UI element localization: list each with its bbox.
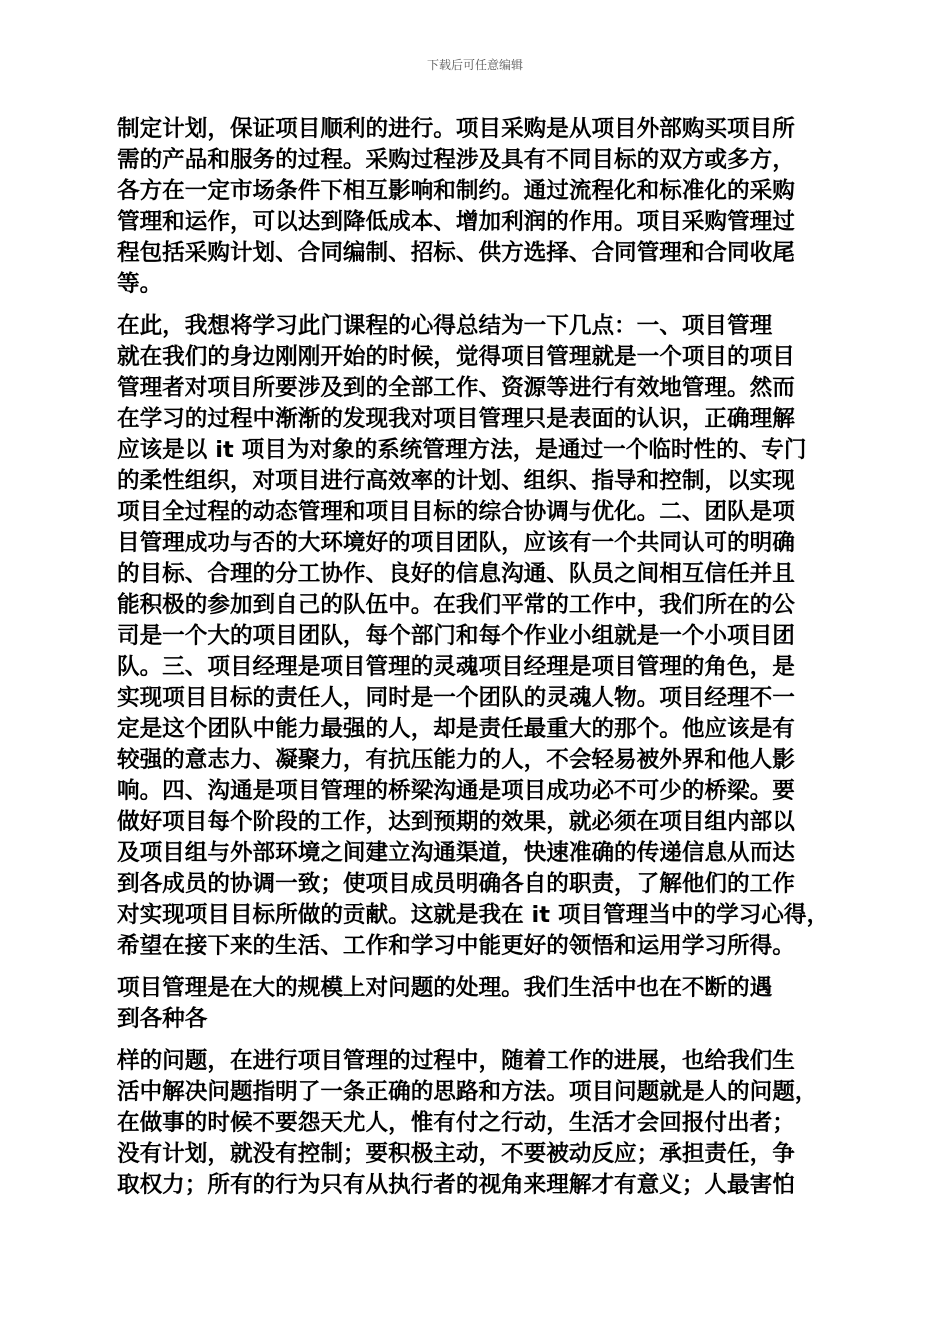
- paragraph-course-summary: 在此，我想将学习此门课程的心得总结为一下几点：一、项目管理 就在我们的身边刚刚开始的时候，觉得项目管理就是一个项目的项目 管理者对项目所要涉及到的全部工作、资源等进行有效地管理。然而 在学习的过程中渐渐的发现我对项目管理只是表面的认识，正确理解 应该是以 it 项目为对象的系统管理方法，是通过一个临时性的、专门 的柔性组织，对项目进行高效率的计划、组织、指导和控制，以实现 项目全过程的动态管理和项目目标的综合协调与优化。二、团队是项 目管理成功与否的大环境好的项目团队，应该有一个共同认可的明确 的目标、合理的分工协作、良好的信息沟通、队员之间相互信任并且 能积极的参加到自己的队伍中。在我们平常的工作中，我们所在的公 司是一个大的项目团队，每个部门和每个作业小组就是一个小项目团 队。三、项目经理是项目管理的灵魂项目经理是项目管理的角色，是 实现项目目标的责任人，同时是一个团队的灵魂人物。项目经理不一 定是这个团队中能力最强的人，却是责任最重大的那个。他应该是有 较强的意志力、凝聚力，有抗压能力的人，不会轻易被外界和他人影 响。四、沟通是项目管理的桥梁沟通是项目成功必不可少的桥梁。要 做好项目每个阶段的工作，达到预期的效果，就必须在项目组内部以 及项目组与外部环境之间建立沟通渠道，快速准确的传递信息从而达 到各成员的协调一致；使项目成员明确各自的职责，了解他们的工作 对实现项目目标所做的贡献。这就是我在 it 项目管理当中的学习心得， 希望在接下来的生活、工作和学习中能更好的领悟和运用学习所得。: [117, 313, 830, 959]
- paragraph-procurement: 制定计划，保证项目顺利的进行。项目采购是从项目外部购买项目所 需的产品和服务的过程。采购过程涉及具有不同目标的双方或多方， 各方在一定市场条件下相互影响和制约。通过流程化和标准化的采购 管理和运作，可以达到降低成本、增加利润的作用。项目采购管理过 程包括采购计划、合同编制、招标、供方选择、合同管理和合同收尾 等。: [117, 116, 795, 297]
- document-body: [117, 114, 833, 1212]
- page-header: 下载后可任意编辑: [426, 58, 523, 72]
- paragraph-problem-handling: 项目管理是在大的规模上对问题的处理。我们生活中也在不断的遇 到各种各: [117, 975, 773, 1032]
- paragraph-life-lessons: 样的问题，在进行项目管理的过程中，随着工作的进展，也给我们生 活中解决问题指明了一条正确的思路和方法。项目问题就是人的问题， 在做事的时候不要怨天尤人，惟有付之行动，生活才会回报付出者； 没有计划，就没有控制；要积极主动，不要被动反应；承担责任，争 取权力；所有的行为只有从执行者的视角来理解才有意义；人最害怕: [117, 1048, 818, 1198]
